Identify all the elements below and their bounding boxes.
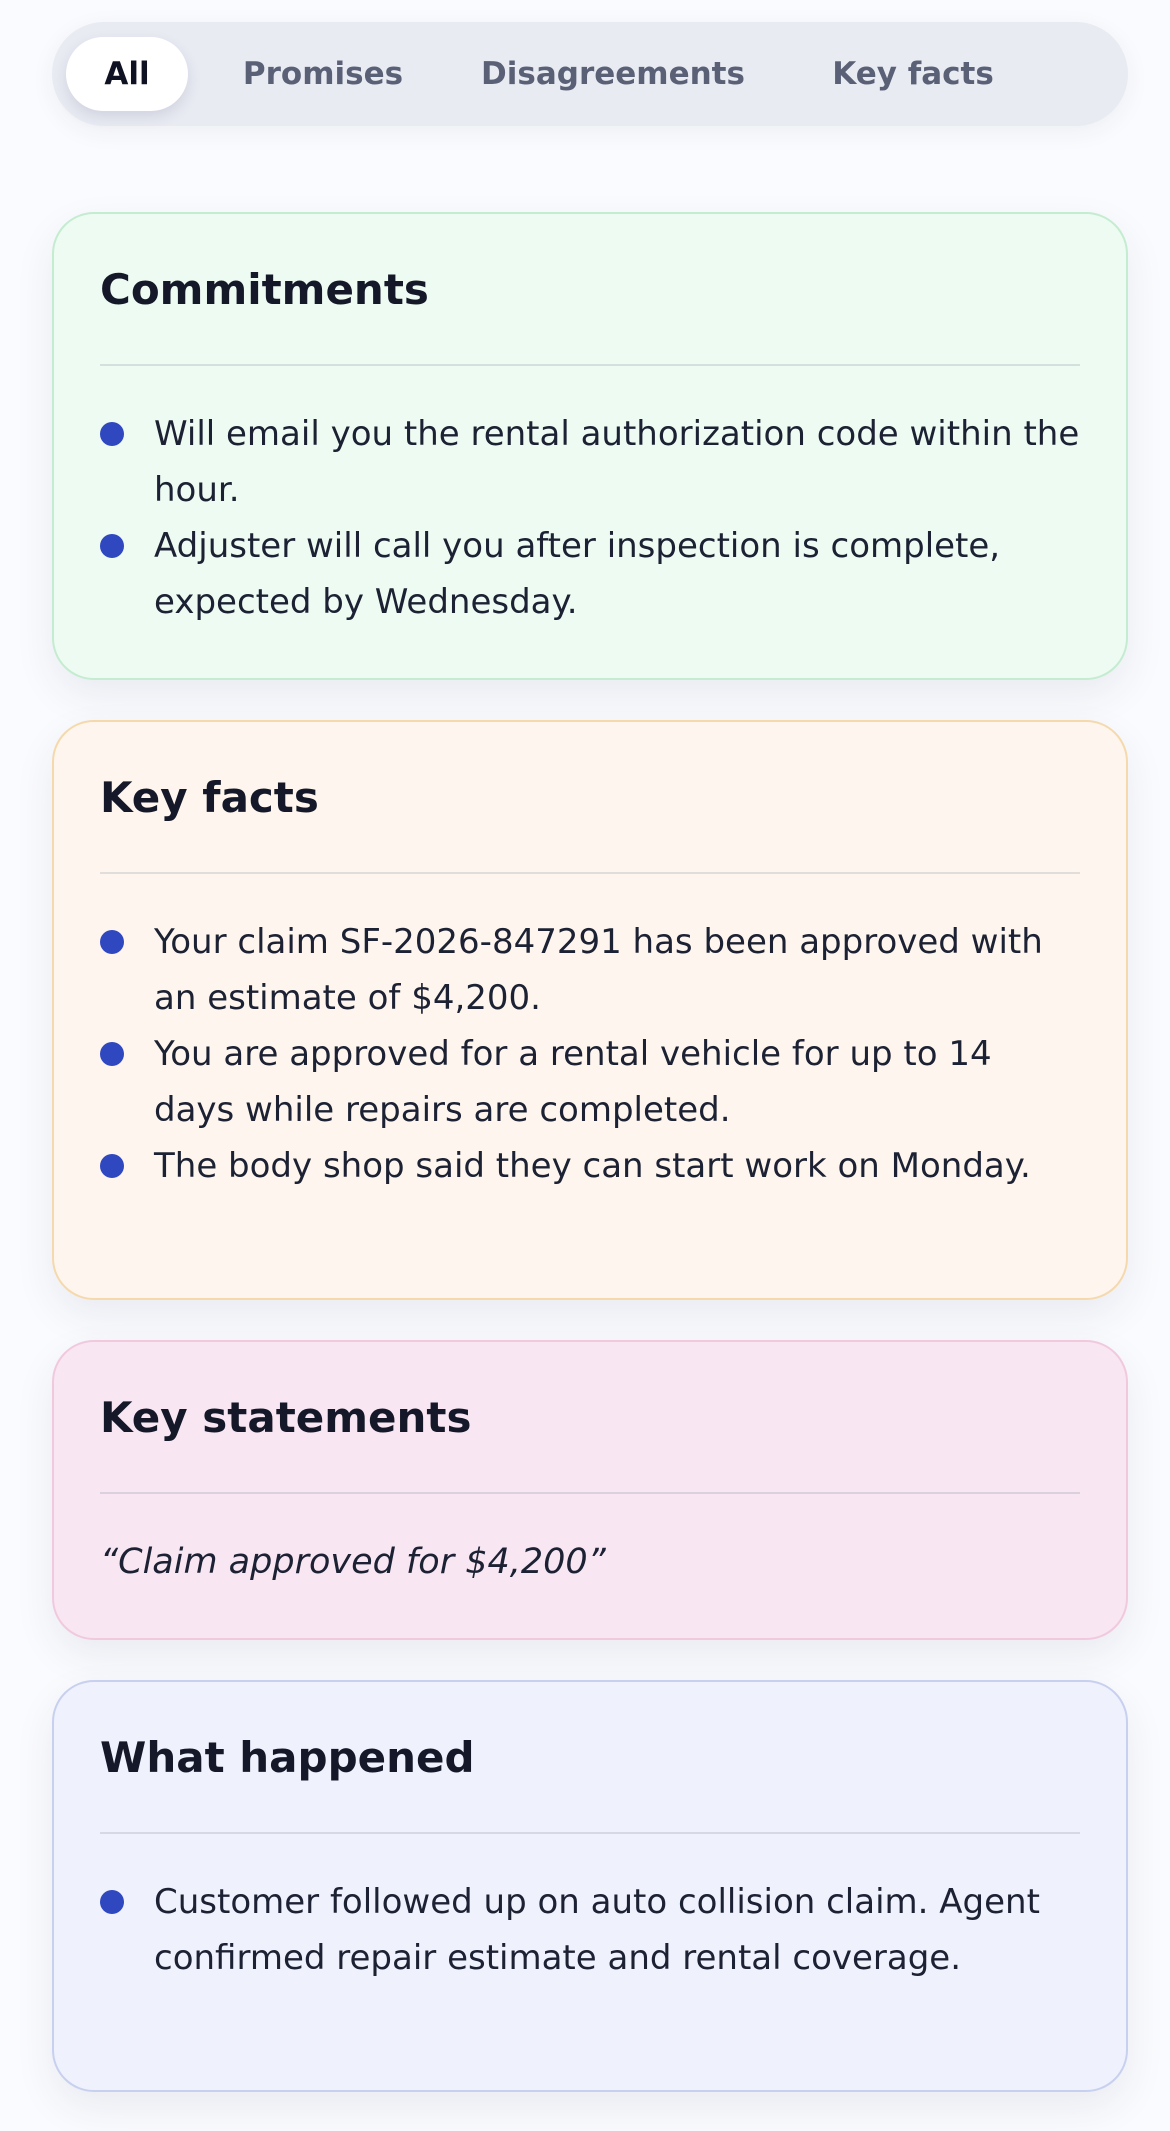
list-item-text: Will email you the rental authorization code within the hour. [154, 414, 1080, 510]
list-item-text: Adjuster will call you after inspection is complete, expected by Wednesday. [154, 526, 1001, 622]
bullet-icon [100, 422, 124, 446]
commitments-card [52, 212, 1128, 680]
bullet-icon [100, 930, 124, 954]
key-statements-card [52, 1340, 1128, 1640]
list-item-text: Your claim SF-2026-847291 has been approved with an estimate of $4,200. [154, 922, 1043, 1018]
tab-promises[interactable]: Promises [242, 56, 404, 92]
what-happened-card [52, 1680, 1128, 2092]
card-title: Key facts [100, 722, 1080, 874]
list-item [100, 1026, 1080, 1138]
bullet-icon [100, 1154, 124, 1178]
card-title: What happened [100, 1682, 1080, 1834]
list-item-text: You are approved for a rental vehicle for up to 14 days while repairs are completed. [154, 1034, 992, 1130]
bullet-icon [100, 1890, 124, 1914]
list-item-text: Customer followed up on auto collision claim. Agent confirmed repair estimate and rental coverage. [154, 1882, 1040, 1978]
card-title: Commitments [100, 214, 1080, 366]
tab-disagreements[interactable]: Disagreements [481, 56, 745, 92]
list-item [100, 914, 1080, 1026]
key-facts-card [52, 720, 1128, 1300]
filter-tabs [52, 22, 1128, 126]
bullet-icon [100, 534, 124, 558]
list-item [100, 1874, 1080, 1986]
key-facts-list [100, 874, 1080, 1194]
card-title: Key statements [100, 1342, 1080, 1494]
tab-key-facts[interactable]: Key facts [832, 56, 994, 92]
commitments-list [100, 366, 1080, 630]
tab-all[interactable]: All [66, 37, 188, 111]
list-item-text: The body shop said they can start work on Monday. [154, 1146, 1031, 1186]
list-item [100, 518, 1080, 630]
bullet-icon [100, 1042, 124, 1066]
statement-quote: “Claim approved for $4,200” [100, 1542, 606, 1582]
list-item [100, 1138, 1080, 1194]
list-item [100, 406, 1080, 518]
what-happened-list [100, 1834, 1080, 1986]
